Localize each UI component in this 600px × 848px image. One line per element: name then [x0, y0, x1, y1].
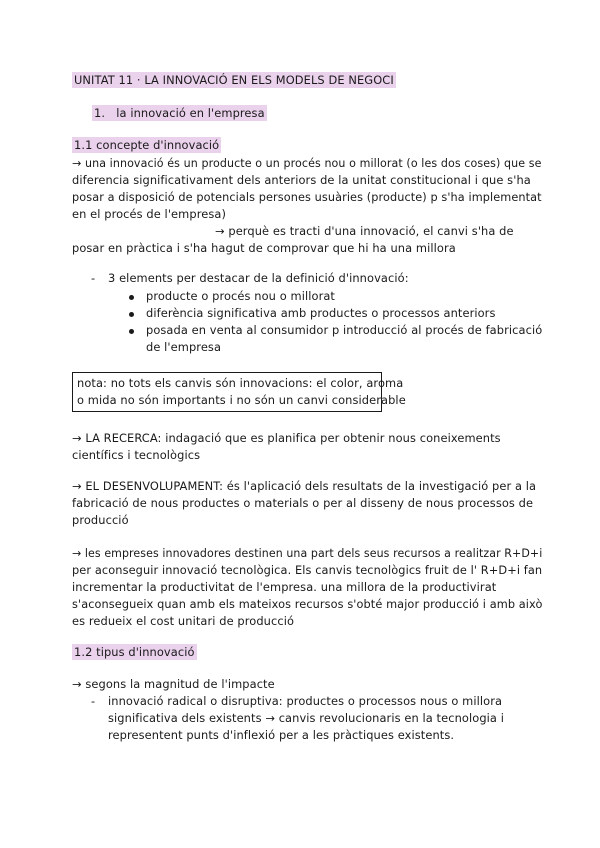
unit-title-text: UNITAT 11 · LA INNOVACIÓ EN ELS MODELS DE NEGOCI: [74, 73, 394, 87]
radical-line: innovació radical o disruptiva: productes o processos nous o millora: [108, 694, 503, 708]
empreses-line: s'aconsegueix quan amb els mateixos recursos s'obté major producció i amb això: [72, 597, 543, 611]
definition-line: posar a disposició de potencials persones usuàries (producte) p s'ha implementat: [72, 190, 542, 204]
bullet-dot: [129, 329, 134, 334]
empreses-line: → les empreses innovadores destinen una part dels seus recursos a realitzar R+D+i: [72, 546, 543, 560]
note-box: [72, 372, 406, 412]
radical-line: significativa dels existents → canvis revolucionaris en la tecnologia i: [108, 711, 504, 725]
dash-marker: -: [91, 694, 96, 708]
section-1-number: 1.: [94, 106, 106, 120]
bullet-item: producte o procés nou o millorat: [146, 289, 335, 303]
subsection-1-1-text: 1.1 concepte d'innovació: [74, 138, 220, 152]
subsection-1-1-heading: [72, 137, 221, 154]
unit-title: [72, 72, 396, 89]
definition-line: en el procés de l'empresa): [72, 207, 226, 221]
bullet-item: diferència significativa amb productes o processos anteriors: [146, 306, 496, 320]
dash-marker: -: [91, 271, 96, 285]
note-line: o mida no són importants i no són un canvi considerable: [77, 393, 406, 407]
definition-line: → una innovació és un producte o un procés nou o millorat (o les dos coses) que se: [72, 156, 542, 170]
empreses-line: es redueix el cost unitari de producció: [72, 614, 295, 628]
bullet-item-continued: de l'empresa: [146, 340, 222, 354]
magnitude-intro: → segons la magnitud de l'impacte: [72, 677, 275, 691]
section-1-label: la innovació en l'empresa: [116, 106, 265, 120]
desenvolupament-line: → EL DESENVOLUPAMENT: és l'aplicació dels resultats de la investigació per a la: [72, 479, 537, 493]
subsection-1-2-heading: [72, 644, 197, 661]
bullet-dot: [129, 312, 134, 317]
recerca-line: → LA RECERCA: indagació que es planifica per obtenir nous coneixements: [72, 431, 501, 445]
empreses-line: incrementar la productivitat de l'empresa. una millora de la productivirat: [72, 580, 497, 594]
recerca-line: científics i tecnològics: [72, 448, 201, 462]
why-line: → perquè es tracti d'una innovació, el canvi s'ha de: [215, 224, 514, 238]
note-line: nota: no tots els canvis són innovacions: el color, aroma: [77, 376, 404, 390]
subsection-1-2-text: 1.2 tipus d'innovació: [74, 645, 195, 659]
radical-line: representent punts d'inflexió per a les pràctiques existents.: [108, 728, 455, 742]
bullet-dot: [129, 295, 134, 300]
desenvolupament-line: fabricació de nous productes o materials o per al disseny de nous processos de: [72, 496, 534, 510]
empreses-line: per aconseguir innovació tecnològica. Els canvis tecnològics fruit de l' R+D+i fan: [72, 563, 543, 577]
desenvolupament-line: producció: [72, 513, 129, 527]
why-line: posar en pràctica i s'ha hagut de comprovar que hi ha una millora: [72, 241, 456, 255]
section-1-highlight: [92, 105, 267, 121]
definition-line: diferencia significativament dels anteriors de la unitat constitucional i que s'ha: [72, 173, 531, 187]
elements-intro: 3 elements per destacar de la definició d'innovació:: [108, 271, 409, 285]
bullet-item: posada en venta al consumidor p introducció al procés de fabricació: [146, 323, 543, 337]
section-1-heading: [92, 105, 267, 122]
